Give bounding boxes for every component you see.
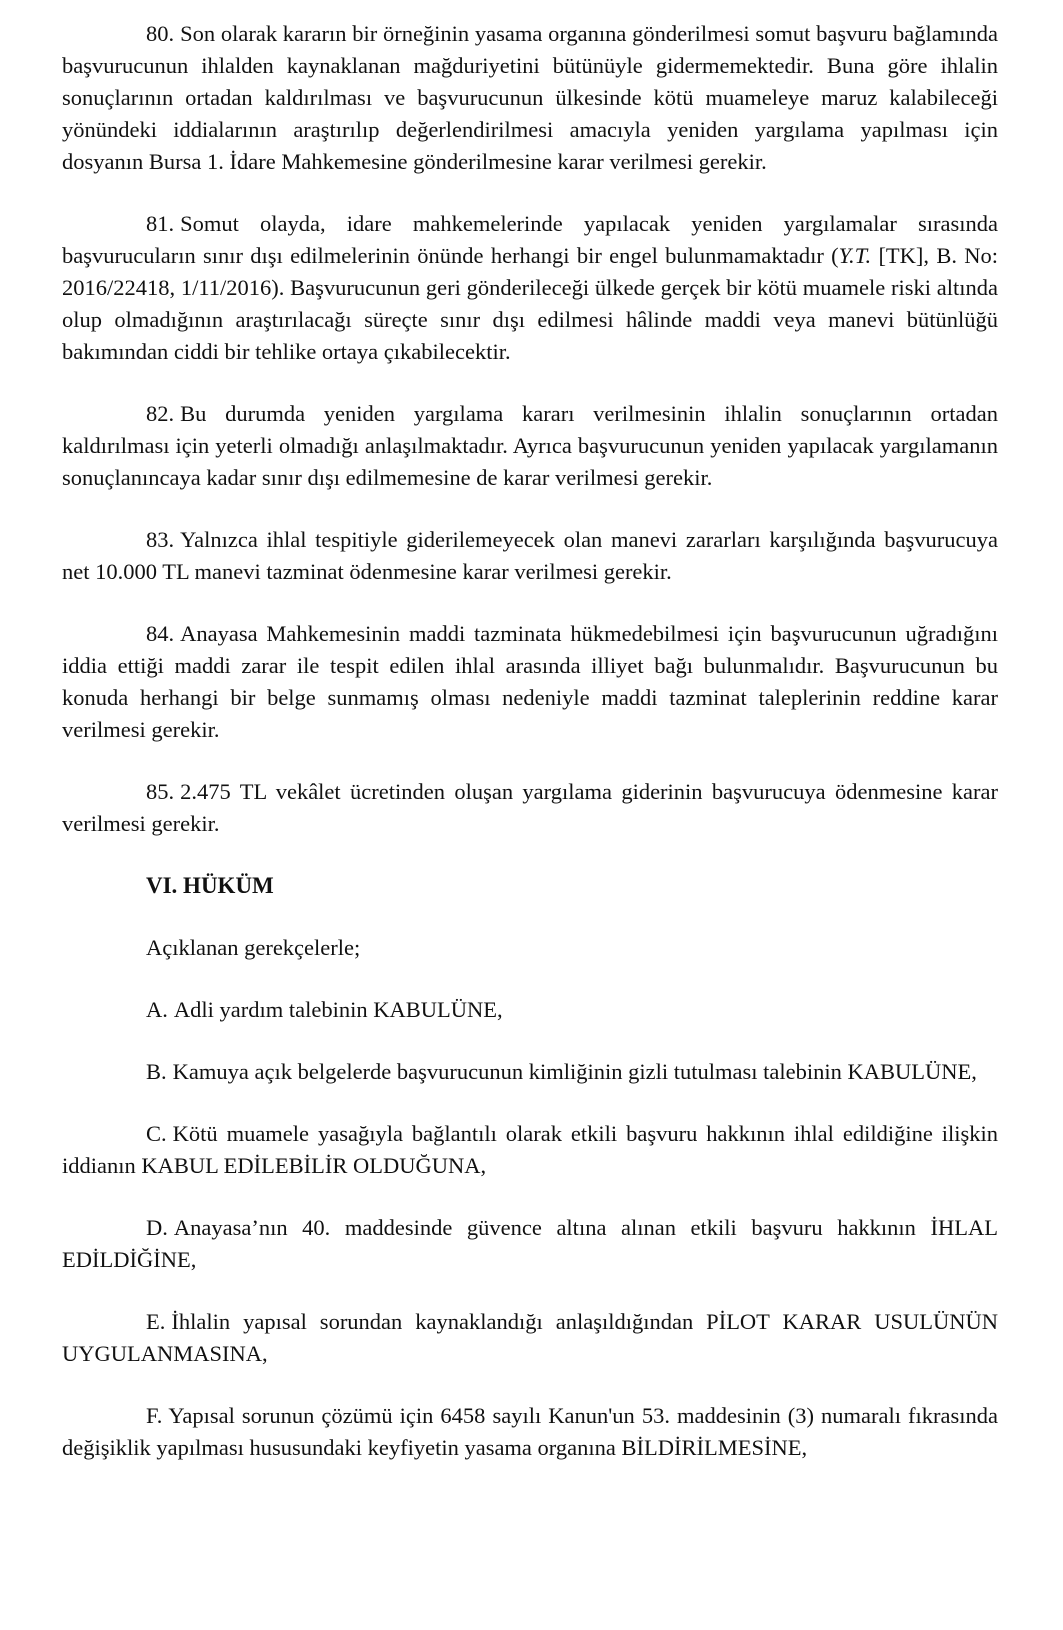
ruling-letter: D. bbox=[146, 1215, 168, 1240]
ruling-letter: B. bbox=[146, 1059, 167, 1084]
paragraph-81 bbox=[62, 208, 998, 368]
ruling-d bbox=[62, 1212, 998, 1276]
ruling-letter: A. bbox=[146, 997, 168, 1022]
section-heading: VI. HÜKÜM bbox=[146, 873, 274, 898]
paragraph-text: Son olarak kararın bir örneğinin yasama organına gönderilmesi somut başvuru bağlamında başvurucunun ihlalden kaynaklanan mağduriyetini bütünüyle gidermemektedir. Buna göre ihlalin sonuçlarının ortadan kaldırılması ve başvurucunun ülkesinde kötü muameleye maruz kalabileceği yönündeki iddialarının araştırılıp değerlendirilmesi amacıyla yeniden yargılama yapılması için dosyanın Bursa 1. İdare Mahkemesine gönderilmesine karar verilmesi gerekir. bbox=[62, 21, 998, 174]
ruling-e bbox=[62, 1306, 998, 1370]
ruling-letter: E. bbox=[146, 1309, 166, 1334]
paragraph-number: 80. bbox=[146, 21, 175, 46]
paragraph-text: Anayasa Mahkemesinin maddi tazminata hükmedebilmesi için başvurucunun uğradığını iddia ettiği maddi zarar ile tespit edilen ihlal arasında illiyet bağı bulunmalıdır. Başvurucunun bu konuda herhangi bir belge sunmamış olması nedeniyle maddi tazminat taleplerinin reddine karar verilmesi gerekir. bbox=[62, 621, 998, 742]
ruling-text: Yapısal sorunun çözümü için 6458 sayılı Kanun'un 53. maddesinin (3) numaralı fıkrasında değişiklik yapılması hususundaki keyfiyetin yasama organına BİLDİRİLMESİNE, bbox=[62, 1403, 998, 1460]
paragraph-84 bbox=[62, 618, 998, 746]
ruling-text: Kamuya açık belgelerde başvurucunun kimliğinin gizli tutulması talebinin KABULÜNE, bbox=[172, 1059, 977, 1084]
paragraph-text: Somut olayda, idare mahkemelerinde yapılacak yeniden yargılamalar sırasında başvurucuların sınır dışı edilmelerinin önünde herhangi bir engel bulunmamaktadır ( bbox=[62, 211, 998, 268]
ruling-b bbox=[62, 1056, 998, 1088]
ruling-letter: F. bbox=[146, 1403, 163, 1428]
ruling-text: Adli yardım talebinin KABULÜNE, bbox=[173, 997, 503, 1022]
ruling-text: Anayasa’nın 40. maddesinde güvence altına alınan etkili başvuru hakkının İHLAL EDİLDİĞİNE, bbox=[62, 1215, 998, 1272]
paragraph-number: 82. bbox=[146, 401, 175, 426]
ruling-c bbox=[62, 1118, 998, 1182]
paragraph-text: 2.475 TL vekâlet ücretinden oluşan yargılama giderinin başvurucuya ödenmesine karar verilmesi gerekir. bbox=[62, 779, 998, 836]
ruling-letter: C. bbox=[146, 1121, 167, 1146]
paragraph-text-continued: [TK], B. No: 2016/22418, 1/11/2016). Başvurucunun geri gönderileceği ülkede gerçek bir kötü muamele riski altında olup olmadığının araştırılacağı süreçte sınır dışı edilmesi hâlinde maddi veya manevi bütünlüğü bakımından ciddi bir tehlike ortaya çıkabilecektir. bbox=[62, 243, 998, 364]
paragraph-number: 84. bbox=[146, 621, 175, 646]
case-name-italic: Y.T. bbox=[838, 243, 872, 268]
paragraph-text: Bu durumda yeniden yargılama kararı verilmesinin ihlalin sonuçlarının ortadan kaldırılması için yeterli olmadığı anlaşılmaktadır. Ayrıca başvurucunun yeniden yapılacak yargılamanın sonuçlanıncaya kadar sınır dışı edilmemesine de karar verilmesi gerekir. bbox=[62, 401, 998, 490]
ruling-f bbox=[62, 1400, 998, 1464]
paragraph-number: 85. bbox=[146, 779, 175, 804]
ruling-text: Kötü muamele yasağıyla bağlantılı olarak etkili başvuru hakkının ihlal edildiğine ilişkin iddianın KABUL EDİLEBİLİR OLDUĞUNA, bbox=[62, 1121, 998, 1178]
paragraph-83 bbox=[62, 524, 998, 588]
ruling-a bbox=[62, 994, 998, 1026]
ruling-intro: Açıklanan gerekçelerle; bbox=[146, 935, 361, 960]
paragraph-85 bbox=[62, 776, 998, 840]
paragraph-82 bbox=[62, 398, 998, 494]
ruling-text: İhlalin yapısal sorundan kaynaklandığı anlaşıldığından PİLOT KARAR USULÜNÜN UYGULANMASINA, bbox=[62, 1309, 998, 1366]
paragraph-number: 83. bbox=[146, 527, 175, 552]
paragraph-text: Yalnızca ihlal tespitiyle giderilemeyecek olan manevi zararları karşılığında başvurucuya net 10.000 TL manevi tazminat ödenmesine karar verilmesi gerekir. bbox=[62, 527, 998, 584]
paragraph-number: 81. bbox=[146, 211, 175, 236]
document-page bbox=[62, 18, 998, 1464]
paragraph-80 bbox=[62, 18, 998, 178]
